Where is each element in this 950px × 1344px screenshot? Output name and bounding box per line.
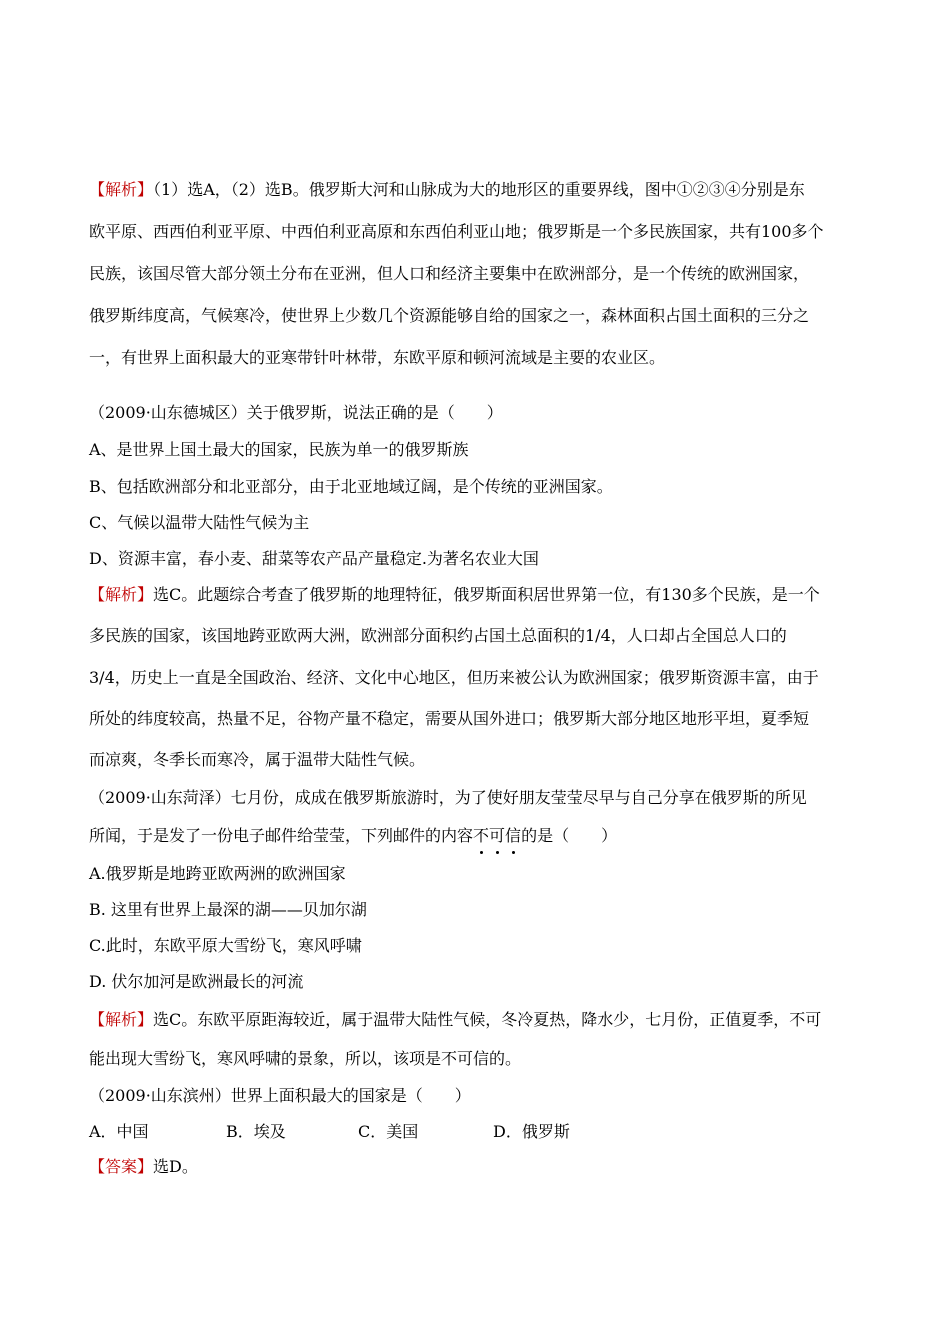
question-text: 所闻，于是发了一份电子邮件给莹莹，下列邮件的内容: [89, 826, 474, 845]
analysis-text: 一，有世界上面积最大的亚寒带针叶林带，东欧平原和顿河流域是主要的农业区。: [89, 348, 666, 367]
option-d: D、资源丰富，春小麦、甜菜等农产品产量稳定.为著名农业大国: [89, 549, 539, 568]
analysis-text: 能出现大雪纷飞，寒风呼啸的景象，所以，该项是不可信的。: [89, 1049, 522, 1068]
option-d: D．俄罗斯: [493, 1122, 570, 1141]
question-stem: （2009·山东德城区）关于俄罗斯，说法正确的是（ ）: [89, 403, 503, 422]
analysis-text: 3/4，历史上一直是全国政治、经济、文化中心地区，但历来被公认为欧洲国家；俄罗斯资源丰富，由于: [89, 668, 819, 687]
question-stem-line-2: [89, 826, 617, 846]
analysis-text: 俄罗斯纬度高，气候寒冷，使世界上少数几个资源能够自给的国家之一，森林面积占国土面积的三分之: [89, 306, 810, 325]
answer-text: 选D。: [153, 1157, 198, 1176]
analysis-text: （1）选A，（2）选B。俄罗斯大河和山脉成为大的地形区的重要界线，图中①②③④分别是东: [153, 180, 805, 199]
question-stem: （2009·山东菏泽）七月份，成成在俄罗斯旅游时，为了使好朋友莹莹尽早与自己分享在俄罗斯的所见: [89, 788, 807, 807]
option-c: C．美国: [358, 1122, 419, 1141]
analysis-text: 选C。东欧平原距海较近，属于温带大陆性气候，冬冷夏热，降水少，七月份，正值夏季，不可: [153, 1010, 822, 1029]
question-text: 的是（ ）: [521, 826, 618, 845]
analysis-text: 多民族的国家，该国地跨亚欧两大洲，欧洲部分面积约占国土总面积的1/4，人口却占全国总人口的: [89, 626, 787, 645]
option-a: A、是世界上国土最大的国家，民族为单一的俄罗斯族: [89, 440, 469, 459]
question-stem: （2009·山东滨州）世界上面积最大的国家是（ ）: [89, 1086, 471, 1105]
option-b: B. 这里有世界上最深的湖——贝加尔湖: [89, 900, 367, 919]
analysis-text: 选C。此题综合考查了俄罗斯的地理特征，俄罗斯面积居世界第一位，有130多个民族，是一个: [153, 585, 820, 604]
answer-label: 【答案】: [89, 1157, 154, 1176]
option-b: B．埃及: [226, 1122, 286, 1141]
analysis-text: 欧平原、西西伯利亚平原、中西伯利亚高原和东西伯利亚山地；俄罗斯是一个多民族国家，共有100多个: [89, 222, 824, 241]
options-row: [89, 1122, 649, 1142]
analysis-label: 【解析】: [89, 1010, 154, 1029]
analysis-label: 【解析】: [89, 180, 154, 199]
option-d: D. 伏尔加河是欧洲最长的河流: [89, 972, 304, 991]
analysis-text: 所处的纬度较高，热量不足，谷物产量不稳定，需要从国外进口；俄罗斯大部分地区地形平坦，夏季短: [89, 709, 810, 728]
option-c: C.此时，东欧平原大雪纷飞，寒风呼啸: [89, 936, 362, 955]
analysis-paragraph-2: [89, 585, 820, 605]
analysis-paragraph-3: [89, 1010, 821, 1030]
analysis-text: 民族，该国尽管大部分领土分布在亚洲，但人口和经济主要集中在欧洲部分，是一个传统的欧洲国家，: [89, 264, 810, 283]
emphasis-char: 信: [505, 826, 522, 845]
analysis-paragraph-1: [89, 180, 805, 200]
option-a: A．中国: [89, 1122, 149, 1141]
analysis-label: 【解析】: [89, 585, 154, 604]
option-b: B、包括欧洲部分和北亚部分，由于北亚地域辽阔，是个传统的亚洲国家。: [89, 477, 613, 496]
answer-paragraph: [89, 1157, 198, 1177]
option-c: C、气候以温带大陆性气候为主: [89, 513, 310, 532]
analysis-text: 而凉爽，冬季长而寒冷，属于温带大陆性气候。: [89, 750, 426, 769]
emphasis-char: 可: [489, 826, 506, 845]
emphasis-char: 不: [473, 826, 490, 845]
option-a: A.俄罗斯是地跨亚欧两洲的欧洲国家: [89, 864, 346, 883]
